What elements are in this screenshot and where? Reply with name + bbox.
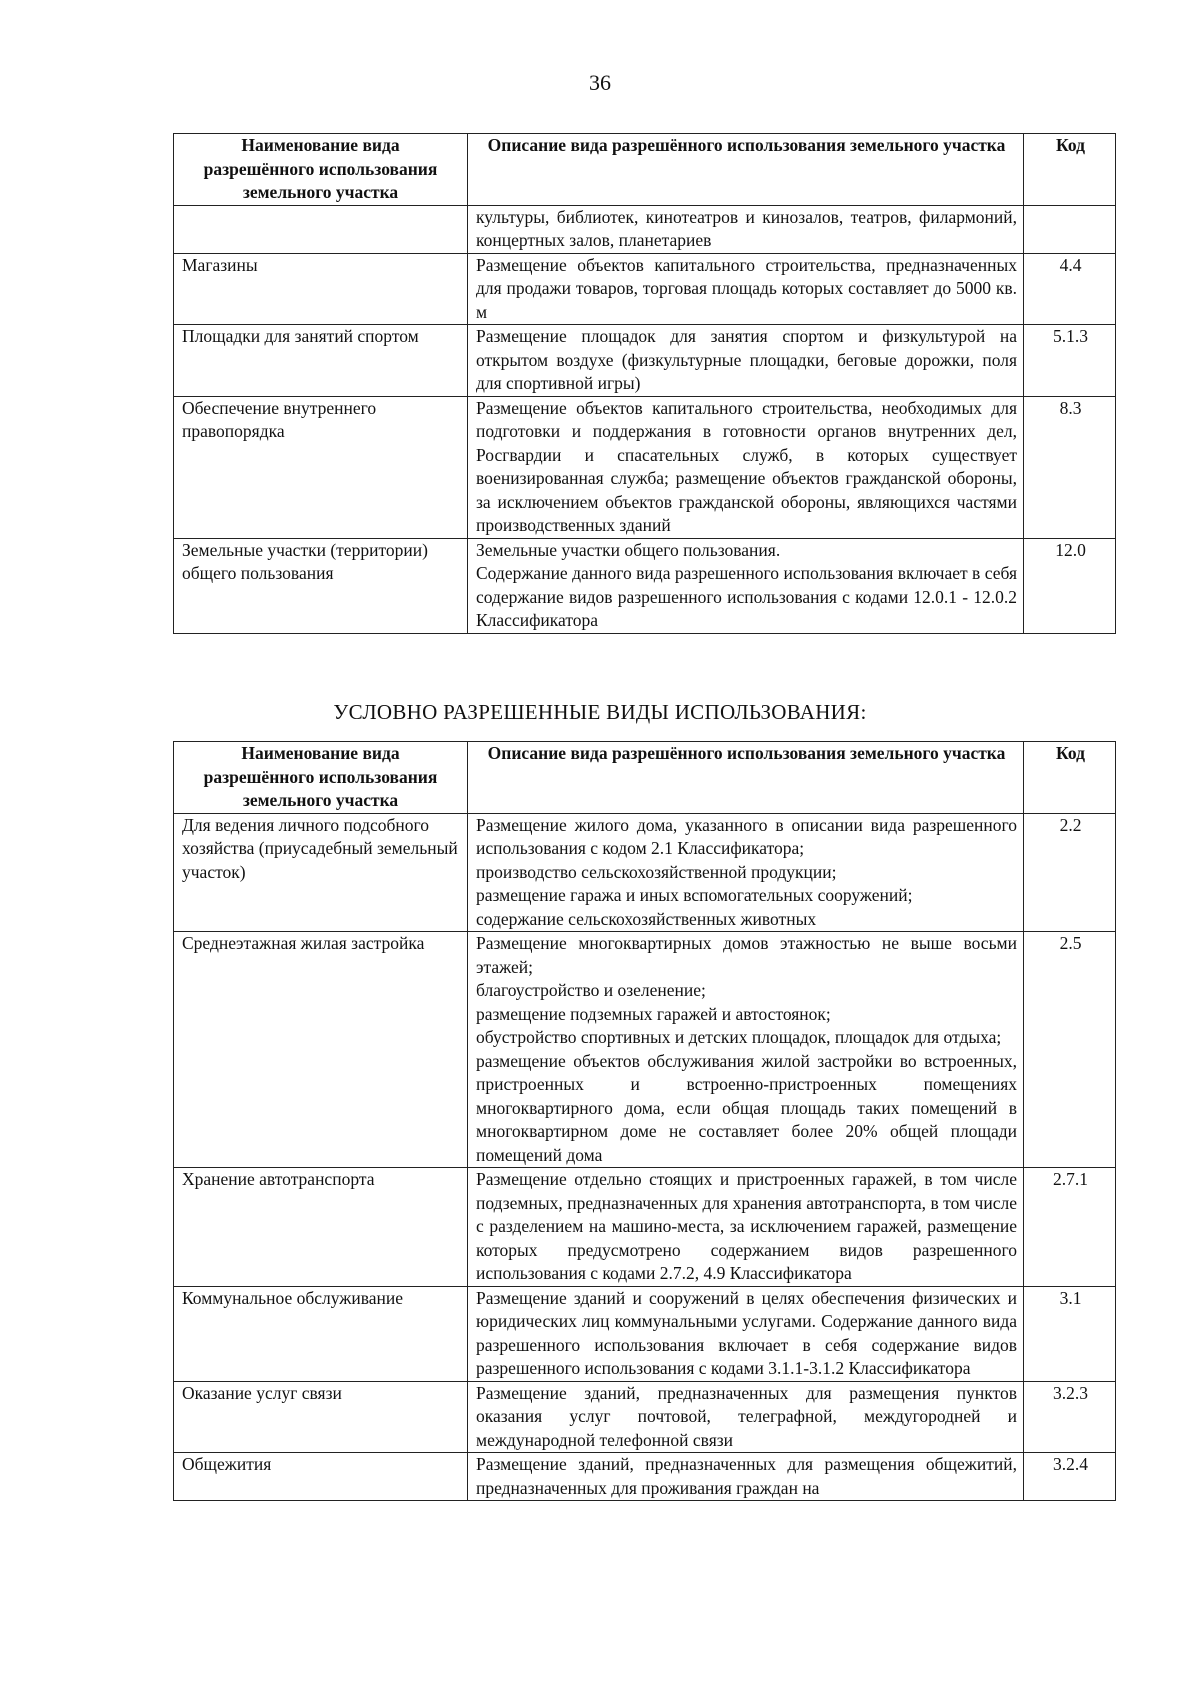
cell-description [468, 325, 1024, 397]
table-row [174, 396, 1116, 538]
header-name: Наименование вида разрешённого использования земельного участка [174, 134, 468, 206]
table-row [174, 1381, 1116, 1453]
cell-code: 2.5 [1024, 932, 1116, 1168]
table-row [174, 1453, 1116, 1501]
description-line: Размещение объектов капитального строительства, необходимых для подготовки и поддержания в готовности органов внутренних дел, Росгвардии и спасательных служб, в которых существует военизированная служба; размещение объектов гражданской обороны, за исключением объектов гражданской обороны, являющихся частями производственных зданий [476, 397, 1017, 535]
description-line: Размещение многоквартирных домов этажностью не выше восьми этажей; [476, 933, 1017, 977]
header-name: Наименование вида разрешённого использования земельного участка [174, 742, 468, 814]
cell-name [174, 205, 468, 253]
cell-description [468, 253, 1024, 325]
table-row [174, 538, 1116, 633]
description-line: Размещение площадок для занятия спортом и физкультурой на открытом воздухе (физкультурные площадки, беговые дорожки, поля для спортивной игры) [476, 326, 1017, 393]
page-number: 36 [589, 70, 611, 95]
cell-name: Площадки для занятий спортом [174, 325, 468, 397]
header-description: Описание вида разрешённого использования земельного участка [468, 742, 1024, 814]
cell-name: Среднеэтажная жилая застройка [174, 932, 468, 1168]
description-line: размещение подземных гаражей и автостоянок; [476, 1003, 831, 1024]
description-line: Размещение зданий, предназначенных для размещения пунктов оказания услуг почтовой, телеграфной, междугородней и международной телефонной связи [476, 1382, 1017, 1450]
description-line: размещение гаража и иных вспомогательных сооружений; [476, 885, 913, 905]
cell-code: 3.2.4 [1024, 1453, 1116, 1501]
permitted-use-table [173, 133, 1116, 634]
cell-name: Магазины [174, 253, 468, 325]
conditional-use-table [173, 741, 1116, 1501]
header-code: Код [1024, 134, 1116, 206]
section-title: УСЛОВНО РАЗРЕШЕННЫЕ ВИДЫ ИСПОЛЬЗОВАНИЯ: [333, 700, 867, 724]
table-row [174, 1286, 1116, 1381]
table-header-row [174, 742, 1116, 814]
cell-description [468, 1286, 1024, 1381]
cell-name: Обеспечение внутреннего правопорядка [174, 396, 468, 538]
description-line: культуры, библиотек, кинотеатров и кинозалов, театров, филармоний, концертных залов, планетариев [476, 206, 1017, 250]
description-line: Земельные участки общего пользования. [476, 539, 781, 560]
cell-description [468, 1381, 1024, 1453]
description-line: содержание сельскохозяйственных животных [476, 908, 817, 929]
cell-name: Общежития [174, 1453, 468, 1501]
cell-description [468, 396, 1024, 538]
description-line: Размещение зданий, предназначенных для размещения общежитий, предназначенных для проживания граждан на [476, 1454, 1017, 1498]
cell-code: 8.3 [1024, 396, 1116, 538]
cell-description [468, 205, 1024, 253]
table-row [174, 932, 1116, 1168]
description-line: Размещение объектов капитального строительства, предназначенных для продажи товаров, торговая площадь которых составляет до 5000 кв. м [476, 254, 1017, 322]
cell-code: 5.1.3 [1024, 325, 1116, 397]
cell-description [468, 1168, 1024, 1287]
cell-description [468, 932, 1024, 1168]
cell-name: Хранение автотранспорта [174, 1168, 468, 1287]
cell-code: 3.1 [1024, 1286, 1116, 1381]
cell-name: Земельные участки (территории) общего пользования [174, 538, 468, 633]
header-code: Код [1024, 742, 1116, 814]
cell-description [468, 538, 1024, 633]
cell-name: Оказание услуг связи [174, 1381, 468, 1453]
table-row [174, 205, 1116, 253]
description-line: Размещение зданий и сооружений в целях обеспечения физических и юридических лиц коммунальными услугами. Содержание данного вида разрешенного использования включает в себя содержание видов разрешенного использования с кодами 3.1.1-3.1.2 Классификатора [476, 1287, 1017, 1378]
table-header-row [174, 134, 1116, 206]
description-line: благоустройство и озеленение; [476, 980, 706, 1000]
table-row [174, 325, 1116, 397]
cell-code: 3.2.3 [1024, 1381, 1116, 1453]
description-line: производство сельскохозяйственной продукции; [476, 861, 837, 882]
description-line: Содержание данного вида разрешенного использования включает в себя содержание видов разрешенного использования с кодами 12.0.1 - 12.0.2 Классификатора [476, 563, 1017, 630]
cell-code: 2.7.1 [1024, 1168, 1116, 1287]
table-row [174, 1168, 1116, 1287]
description-line: Размещение отдельно стоящих и пристроенных гаражей, в том числе подземных, предназначенных для хранения автотранспорта, в том числе с разделением на машино-места, за исключением гаражей, размещение которых предусмотрено содержанием видов разрешенного использования с кодами 2.7.2, 4.9 Классификатора [476, 1169, 1017, 1283]
cell-description [468, 1453, 1024, 1501]
cell-code: 2.2 [1024, 813, 1116, 932]
description-line: Размещение жилого дома, указанного в описании вида разрешенного использования с кодом 2.1 Классификатора; [476, 814, 1017, 858]
cell-description [468, 813, 1024, 932]
cell-name: Для ведения личного подсобного хозяйства (приусадебный земельный участок) [174, 813, 468, 932]
table-row [174, 813, 1116, 932]
cell-name: Коммунальное обслуживание [174, 1286, 468, 1381]
cell-code: 12.0 [1024, 538, 1116, 633]
cell-code: 4.4 [1024, 253, 1116, 325]
table-row [174, 253, 1116, 325]
description-line: обустройство спортивных и детских площадок, площадок для отдыха; [476, 1027, 1002, 1047]
cell-code [1024, 205, 1116, 253]
header-description: Описание вида разрешённого использования земельного участка [468, 134, 1024, 206]
description-line: размещение объектов обслуживания жилой застройки во встроенных, пристроенных и встроенно-пристроенных помещениях многоквартирного дома, если общая площадь таких помещений в многоквартирном доме не составляет более 20% общей площади помещений дома [476, 1050, 1017, 1165]
